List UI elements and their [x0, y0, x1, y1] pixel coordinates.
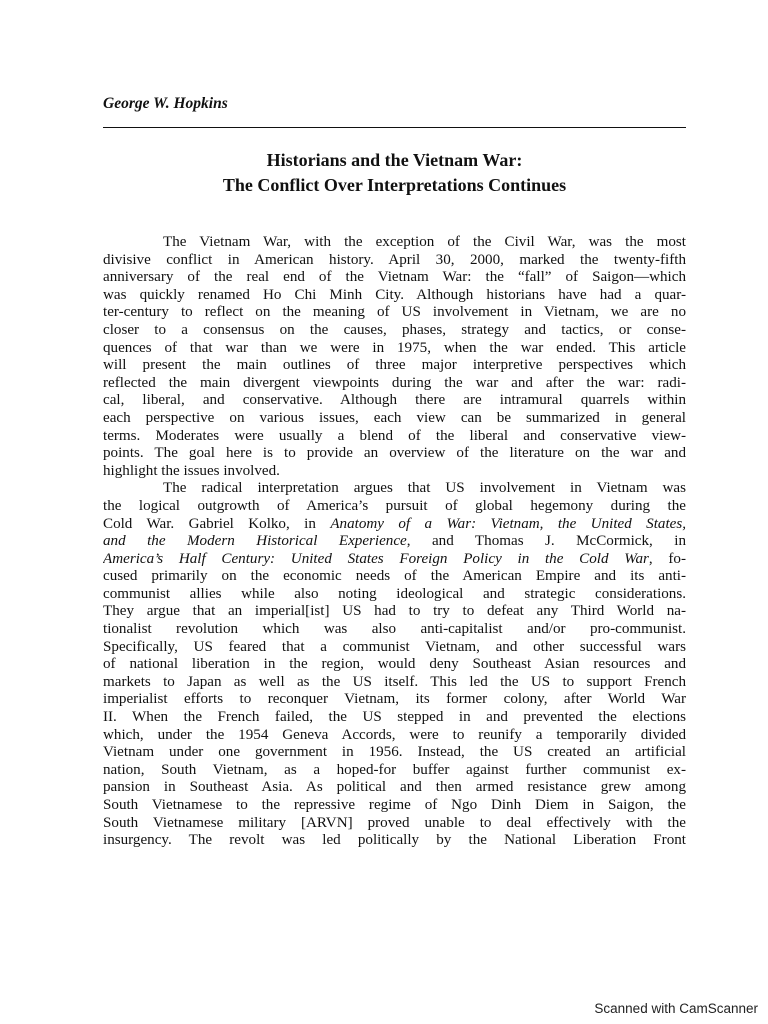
body-line: reflected the main divergent viewpoints during the war and after the war: radi- [103, 374, 686, 391]
body-line: markets to Japan as well as the US itself. This led the US to support French [103, 673, 686, 690]
running-head-author: George W. Hopkins [103, 95, 228, 112]
book-title: America’s Half Century: United States Foreign Policy in the Cold War [103, 550, 649, 567]
body-line: closer to a consensus on the causes, phases, strategy and tactics, or conse- [103, 321, 686, 338]
body-line: will present the main outlines of three major interpretive perspectives which [103, 357, 686, 374]
body-line: highlight the issues involved. [103, 462, 280, 479]
body-line: terms. Moderates were usually a blend of the liberal and conservative view- [103, 427, 686, 444]
header-rule [103, 127, 686, 128]
body-line: anniversary of the real end of the Vietnam War: the “fall” of Saigon—which [103, 269, 686, 286]
body-line: quences of that war than we were in 1975, when the war ended. This article [103, 339, 686, 356]
body-line: imperialist efforts to reconquer Vietnam, its former colony, after World War [103, 691, 686, 708]
body-line: America’s Half Century: United States Foreign Policy in the Cold War, fo- [103, 550, 686, 567]
title-line-2: The Conflict Over Interpretations Continues [222, 175, 567, 195]
body-line: ter-century to reflect on the meaning of US involvement in Vietnam, we are no [103, 304, 686, 321]
body-line: insurgency. The revolt was led politically by the National Liberation Front [103, 832, 686, 849]
body-line: cal, liberal, and conservative. Although there are intramural quarrels within [103, 392, 686, 409]
body-line: of national liberation in the region, would deny Southeast Asian resources and [103, 656, 686, 673]
article-title [103, 148, 686, 198]
body-line: communist allies while also noting ideological and strategic considerations. [103, 585, 686, 602]
body-line: The radical interpretation argues that US involvement in Vietnam was [163, 480, 686, 497]
scanner-watermark: Scanned with CamScanner [594, 1001, 758, 1016]
book-title: and the Modern Historical Experience [103, 533, 407, 550]
body-line: They argue that an imperial[ist] US had to try to defeat any Third World na- [103, 603, 686, 620]
article-body [103, 234, 686, 850]
body-line: South Vietnamese military [ARVN] proved unable to deal effectively with the [103, 814, 686, 831]
body-line: was quickly renamed Ho Chi Minh City. Although historians have had a quar- [103, 286, 686, 303]
body-line: which, under the 1954 Geneva Accords, were to reunify a temporarily divided [103, 726, 686, 743]
body-line: tionalist revolution which was also anti-capitalist and/or pro-communist. [103, 621, 686, 638]
body-line: and the Modern Historical Experience, and Thomas J. McCormick, in [103, 533, 686, 550]
book-title: Anatomy of a War: Vietnam, the United States, [330, 515, 686, 532]
body-line: The Vietnam War, with the exception of the Civil War, was the most [163, 234, 686, 250]
body-line: South Vietnamese to the repressive regime of Ngo Dinh Diem in Saigon, the [103, 797, 686, 813]
body-line: pansion in Southeast Asia. As political and then armed resistance grew among [103, 779, 686, 796]
body-line: each perspective on various issues, each view can be summarized in general [103, 409, 686, 426]
body-line: Specifically, US feared that a communist Vietnam, and other successful wars [103, 638, 686, 655]
body-line: the logical outgrowth of America’s pursuit of global hegemony during the [103, 497, 686, 514]
body-line: cused primarily on the economic needs of the American Empire and its anti- [103, 568, 686, 585]
body-line: Vietnam under one government in 1956. Instead, the US created an artificial [103, 744, 686, 761]
title-line-1: Historians and the Vietnam War: [266, 150, 523, 170]
body-line: points. The goal here is to provide an overview of the literature on the war and [103, 445, 686, 462]
body-line: divisive conflict in American history. April 30, 2000, marked the twenty-fifth [103, 251, 686, 268]
body-line: nation, South Vietnam, as a hoped-for buffer against further communist ex- [103, 761, 686, 778]
body-line: Cold War. Gabriel Kolko, in Anatomy of a War: Vietnam, the United States, [103, 515, 686, 532]
body-line: II. When the French failed, the US stepped in and prevented the elections [103, 709, 686, 726]
